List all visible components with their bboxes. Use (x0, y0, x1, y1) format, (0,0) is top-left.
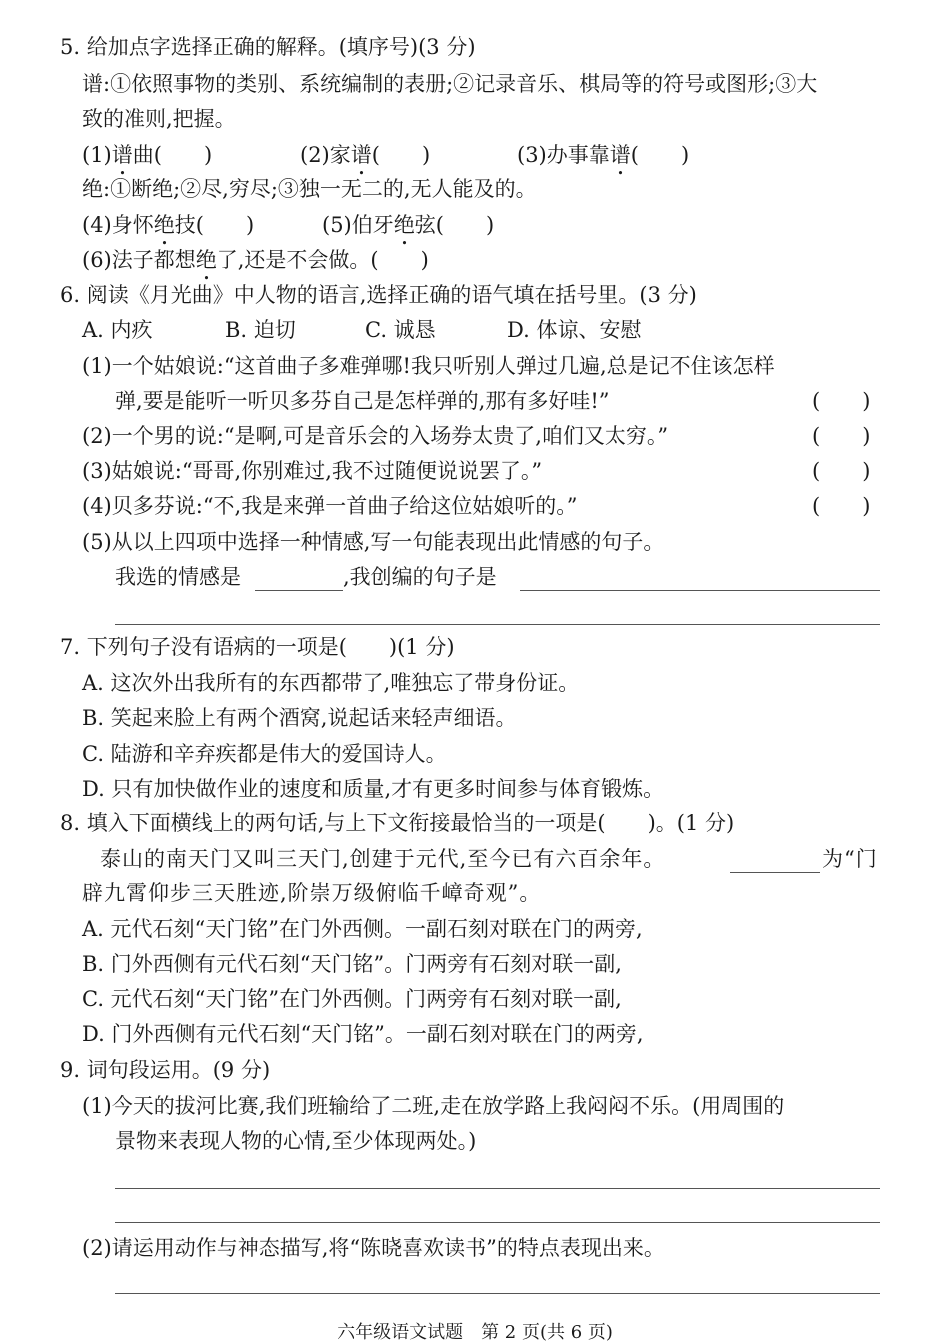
q6-sentence-2: (2)一个男的说:“是啊,可是音乐会的入场券太贵了,咱们又太穷。” (82, 424, 669, 448)
q8-passage: 泰山的南天门又叫三天门,创建于元代,至今已有六百余年。 (100, 847, 666, 871)
dotted-char: 谱 (350, 143, 372, 167)
q6-sentence-3: (3)姑娘说:“哥哥,你别难过,我不过随便说说罢了。” (82, 459, 543, 483)
q5-jue-definition: 绝:①断绝;②尽,穷尽;③独一无二的,无人能及的。 (82, 177, 537, 201)
q5-item-4 (82, 211, 254, 250)
q5-item-5 (322, 211, 494, 250)
item-text: 弦( ) (414, 213, 495, 237)
q5-item-6 (82, 246, 429, 285)
q6-option-d: D. 体谅、安慰 (507, 318, 642, 342)
q6-option-c: C. 诚恳 (365, 318, 436, 342)
q8-option-c: C. 元代石刻“天门铭”在门外西侧。门两旁有石刻对联一副, (82, 987, 622, 1011)
answer-line[interactable] (115, 1293, 880, 1294)
q6-answer-3: ( ) (812, 459, 871, 483)
emotion-blank[interactable] (255, 590, 343, 591)
item-text: (5)伯牙 (322, 213, 394, 237)
dotted-char: 谱 (609, 143, 631, 167)
q6-option-a: A. 内疚 (82, 318, 153, 342)
dotted-char: 绝 (393, 213, 415, 237)
item-text: (6)法子都想 (82, 248, 196, 272)
q8-option-b: B. 门外西侧有元代石刻“天门铭”。门两旁有石刻对联一副, (82, 952, 622, 976)
q6-answer-4: ( ) (812, 494, 871, 518)
q8-option-a: A. 元代石刻“天门铭”在门外西侧。一副石刻对联在门的两旁, (82, 917, 643, 941)
q7-option-d: D. 只有加快做作业的速度和质量,才有更多时间参与体育锻炼。 (82, 777, 665, 801)
dotted-char: 绝 (153, 213, 175, 237)
q9-title: 9. 词句段运用。(9 分) (60, 1058, 271, 1082)
q7-option-c: C. 陆游和辛弃疾都是伟大的爱国诗人。 (82, 742, 447, 766)
item-blank: ( ) (630, 143, 690, 167)
dotted-char: 绝 (195, 248, 217, 272)
q8-option-d: D. 门外西侧有元代石刻“天门铭”。一副石刻对联在门的两旁, (82, 1022, 644, 1046)
answer-line[interactable] (115, 1222, 880, 1223)
q6-answer-1: ( ) (812, 389, 871, 413)
q5-title: 5. 给加点字选择正确的解释。(填序号)(3 分) (60, 35, 476, 59)
page-footer: 六年级语文试题 第 2 页(共 6 页) (337, 1322, 613, 1343)
q5-pu-definition-cont: 致的准则,把握。 (82, 107, 236, 131)
q6-sentence-4: (4)贝多芬说:“不,我是来弹一首曲子给这位姑娘听的。” (82, 494, 578, 518)
q8-title: 8. 填入下面横线上的两句话,与上下文衔接最恰当的一项是( )。(1 分) (60, 811, 735, 835)
q9-task-1-cont: 景物来表现人物的心情,至少体现两处。) (115, 1129, 477, 1153)
item-text: (4)身怀 (82, 213, 154, 237)
answer-line[interactable] (115, 624, 880, 625)
q6-prompt-sentence: ,我创编的句子是 (343, 565, 497, 589)
q6-answer-2: ( ) (812, 424, 871, 448)
item-text: 技( ) (174, 213, 255, 237)
q5-pu-definition: 谱:①依照事物的类别、系统编制的表册;②记录音乐、棋局等的符号或图形;③大 (82, 72, 818, 96)
item-text: (3)办事靠 (517, 143, 610, 167)
answer-line[interactable] (115, 1188, 880, 1189)
q8-passage-cont: 辟九霄仰步三天胜迹,阶崇万级俯临千嶂奇观”。 (82, 881, 542, 905)
q9-task-2: (2)请运用动作与神态描写,将“陈晓喜欢读书”的特点表现出来。 (82, 1236, 665, 1260)
q7-option-a: A. 这次外出我所有的东西都带了,唯独忘了带身份证。 (82, 671, 580, 695)
q7-title: 7. 下列句子没有语病的一项是( )(1 分) (60, 635, 455, 659)
q6-title: 6. 阅读《月光曲》中人物的语言,选择正确的语气填在括号里。(3 分) (60, 283, 697, 307)
item-text: (2)家 (300, 143, 351, 167)
q8-passage-quote: 为“门 (822, 847, 878, 871)
item-blank: ( ) (371, 143, 431, 167)
q5-item-3 (517, 141, 689, 180)
q9-task-1: (1)今天的拔河比赛,我们班输给了二班,走在放学路上我闷闷不乐。(用周围的 (82, 1094, 785, 1118)
q6-sentence-1-cont: 弹,要是能听一听贝多芬自己是怎样弹的,那有多好哇!” (115, 389, 610, 413)
dotted-char: 谱 (111, 143, 133, 167)
item-label: (1) (82, 143, 112, 167)
item-text: 了,还是不会做。( ) (216, 248, 429, 272)
q6-prompt-emotion: 我选的情感是 (115, 565, 241, 589)
q8-blank[interactable] (730, 872, 820, 873)
item-text: 曲( ) (132, 143, 213, 167)
q6-sentence-1: (1)一个姑娘说:“这首曲子多难弹哪!我只听别人弹过几遍,总是记不住该怎样 (82, 354, 775, 378)
q7-option-b: B. 笑起来脸上有两个酒窝,说起话来轻声细语。 (82, 706, 517, 730)
q6-option-b: B. 迫切 (225, 318, 296, 342)
q6-sentence-5: (5)从以上四项中选择一种情感,写一句能表现出此情感的句子。 (82, 530, 665, 554)
sentence-blank[interactable] (520, 590, 880, 591)
